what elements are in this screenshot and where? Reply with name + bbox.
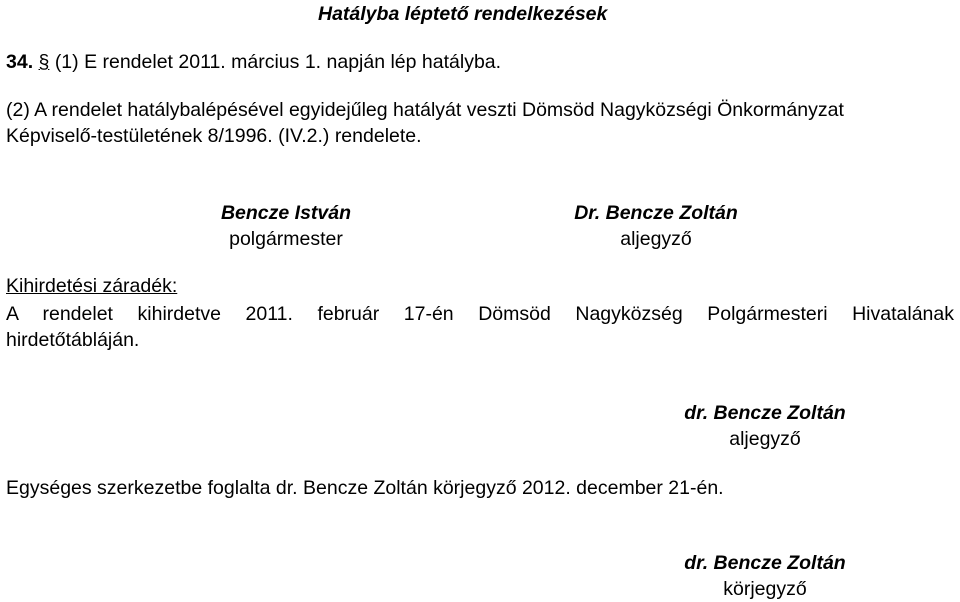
clause-signer-title: aljegyző <box>729 428 801 450</box>
clause-line-1: A rendelet kihirdetve 2011. február 17-én Dömsöd Nagyközség Polgármesteri Hivatalának <box>6 303 954 325</box>
signature-right <box>546 200 766 252</box>
clause-line-2: hirdetőtábláján. <box>6 329 140 351</box>
section-mark: § <box>38 51 50 73</box>
consolidation-text: Egységes szerkezetbe foglalta dr. Bencze Zoltán körjegyző 2012. december 21-én. <box>6 477 724 499</box>
signature-left <box>196 200 376 252</box>
paragraph-1-text: (1) E rendelet 2011. március 1. napján lép hatályba. <box>54 51 502 73</box>
paragraph-2-line-2: Képviselő-testületének 8/1996. (IV.2.) rendelete. <box>6 125 422 147</box>
clause-title: Kihirdetési záradék: <box>6 275 178 297</box>
clause-signature <box>660 400 870 452</box>
paragraph-1 <box>6 50 501 74</box>
clause-signer-name: dr. Bencze Zoltán <box>684 402 846 424</box>
signature-left-title: polgármester <box>229 228 343 250</box>
signature-right-name: Dr. Bencze Zoltán <box>574 202 738 224</box>
paragraph-2-line-1: (2) A rendelet hatálybalépésével egyidejűleg hatályát veszti Dömsöd Nagyközségi Önkormányzat <box>6 99 844 121</box>
consolidation-signature <box>660 550 870 602</box>
section-heading: Hatályba léptető rendelkezések <box>318 3 608 25</box>
consolidation-signer-title: körjegyző <box>723 578 807 600</box>
section-number: 34. <box>6 51 34 73</box>
signature-right-title: aljegyző <box>620 228 692 250</box>
signature-left-name: Bencze István <box>220 202 352 224</box>
consolidation-signer-name: dr. Bencze Zoltán <box>684 552 846 574</box>
